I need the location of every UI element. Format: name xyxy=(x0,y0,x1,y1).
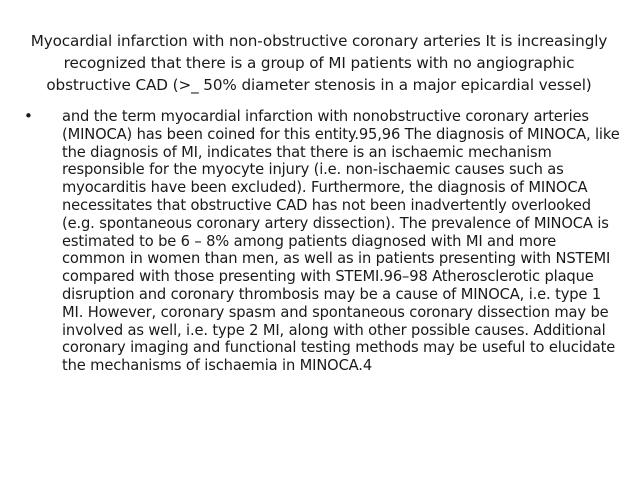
bullet-text: and the term myocardial infarction with nonobstructive coronary arteries (MINOCA) has been coined for this entity.95,96 The diagnosis of MINOCA, like the diagnosis of MI, indicates that there is an ischaemic mechanism responsible for the myocyte injury (i.e. non-ischaemic causes such as myocarditis have been excluded). Furthermore, the diagnosis of MINOCA necessitates that obstructive CAD has not been inadvertently overlooked (e.g. spontaneous coronary artery dissection). The prevalence of MINOCA is estimated to be 6 – 8% among patients diagnosed with MI and more common in women than men, as well as in patients presenting with NSTEMI compared with those presenting with STEMI.96–98 Atherosclerotic plaque disruption and coronary thrombosis may be a cause of MINOCA, i.e. type 1 MI. However, coronary spasm and spontaneous coronary dissection may be involved as well, i.e. type 2 MI, along with other possible causes. Additional coronary imaging and functional testing methods may be useful to elucidate the mechanisms of ischaemia in MINOCA.4 xyxy=(62,108,620,375)
slide-title: Myocardial infarction with non-obstructive coronary arteries It is increasingly recognized that there is a group of MI patients with no angiographic obstructive CAD (>_ 50% diameter stenosis in a major epicardial vessel) xyxy=(30,32,608,94)
bullet-marker: • xyxy=(24,107,33,125)
